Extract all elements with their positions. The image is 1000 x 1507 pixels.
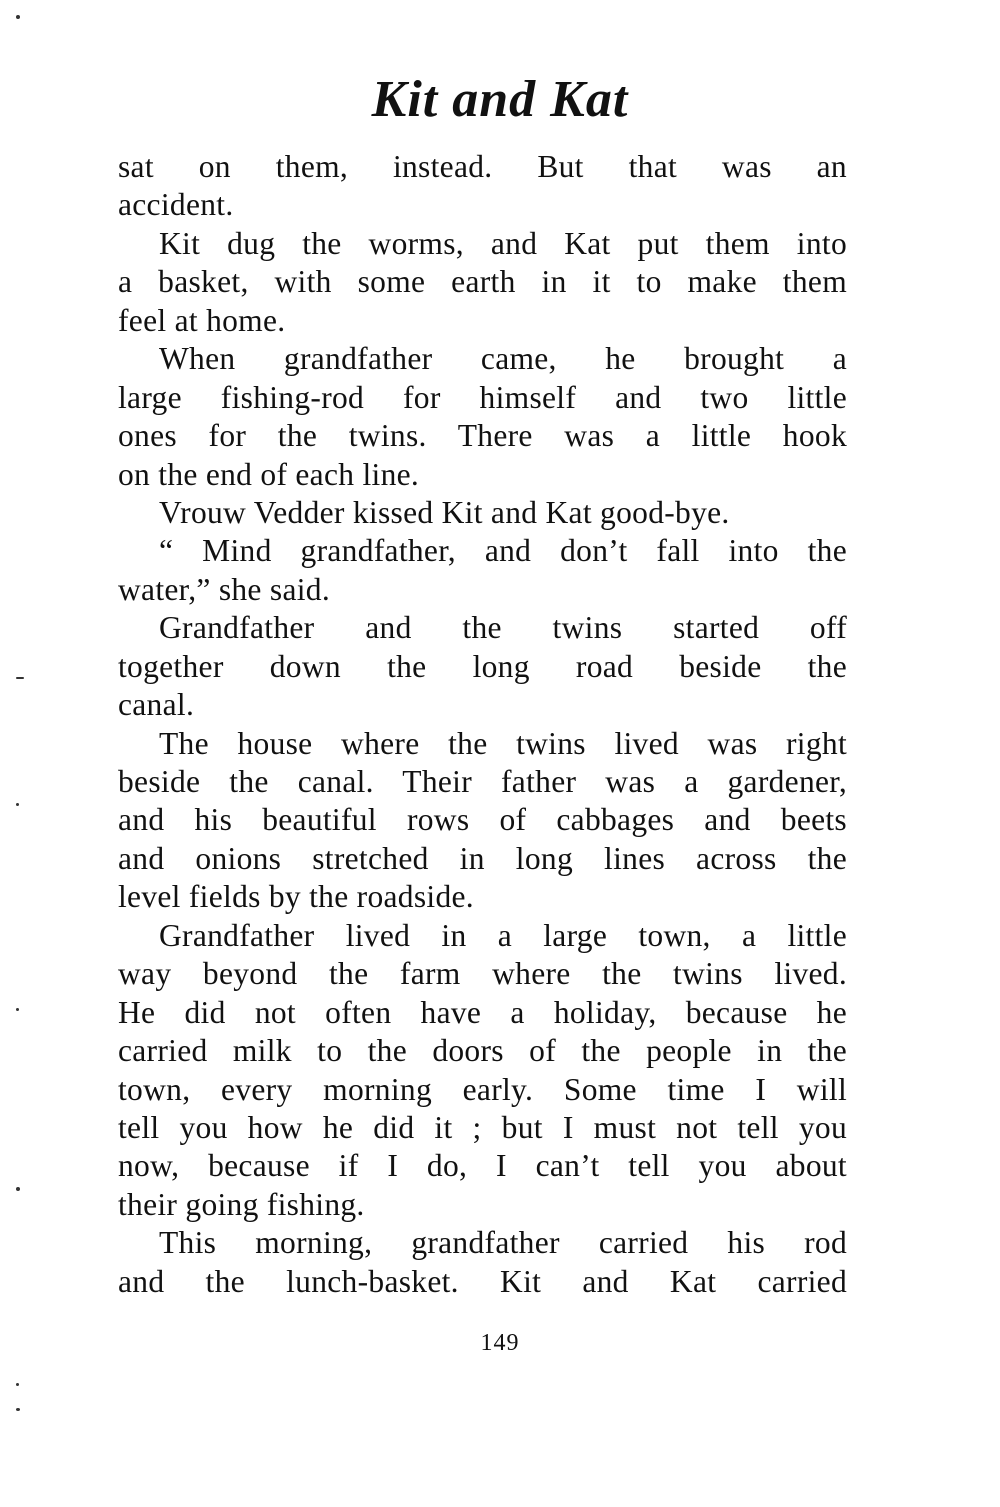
body-text bbox=[118, 148, 847, 1301]
text-line: Grandfather and the twins started off bbox=[159, 610, 847, 646]
text-line: on the end of each line. bbox=[118, 456, 420, 492]
text-line: and the lunch-basket. Kit and Kat carried bbox=[118, 1263, 847, 1299]
scan-speck bbox=[16, 15, 20, 19]
text-line: their going fishing. bbox=[118, 1186, 365, 1222]
scan-speck bbox=[16, 1408, 20, 1411]
text-line: The house where the twins lived was right bbox=[159, 725, 847, 761]
text-line: canal. bbox=[118, 687, 195, 723]
page-title: Kit and Kat bbox=[371, 71, 629, 128]
text-line: Vrouw Vedder kissed Kit and Kat good-bye. bbox=[159, 494, 730, 530]
text-line: way beyond the farm where the twins lived. bbox=[118, 956, 847, 992]
text-line: and his beautiful rows of cabbages and beets bbox=[118, 802, 847, 838]
scan-speck bbox=[16, 803, 19, 806]
text-line: ones for the twins. There was a little hook bbox=[118, 418, 847, 454]
text-line: feel at home. bbox=[118, 302, 286, 338]
scan-speck bbox=[16, 677, 24, 679]
text-line: sat on them, instead. But that was an bbox=[118, 149, 847, 184]
text-line: a basket, with some earth in it to make them bbox=[118, 264, 847, 300]
text-line: He did not often have a holiday, because he bbox=[118, 994, 847, 1030]
text-line: now, because if I do, I can’t tell you about bbox=[118, 1148, 847, 1184]
text-line: and onions stretched in long lines across the bbox=[118, 840, 847, 876]
text-line: Kit dug the worms, and Kat put them into bbox=[159, 225, 847, 261]
scan-speck bbox=[16, 1187, 20, 1191]
page-number: 149 bbox=[480, 1330, 520, 1356]
text-line: This morning, grandfather carried his rod bbox=[159, 1225, 847, 1261]
text-line: carried milk to the doors of the people in the bbox=[118, 1033, 847, 1069]
scan-speck bbox=[16, 1383, 19, 1386]
text-line: “ Mind grandfather, and don’t fall into the bbox=[159, 533, 847, 569]
text-line: tell you how he did it ; but I must not tell you bbox=[118, 1109, 847, 1145]
text-line: Grandfather lived in a large town, a little bbox=[159, 917, 847, 953]
text-line: large fishing-rod for himself and two little bbox=[118, 379, 847, 415]
text-line: together down the long road beside the bbox=[118, 648, 847, 684]
text-line: water,” she said. bbox=[118, 571, 331, 607]
text-line: town, every morning early. Some time I will bbox=[118, 1071, 847, 1107]
text-line: accident. bbox=[118, 187, 234, 223]
text-line: level fields by the roadside. bbox=[118, 879, 474, 915]
scan-speck bbox=[16, 1008, 19, 1011]
text-line: beside the canal. Their father was a gardener, bbox=[118, 764, 847, 799]
text-line: When grandfather came, he brought a bbox=[159, 341, 847, 377]
